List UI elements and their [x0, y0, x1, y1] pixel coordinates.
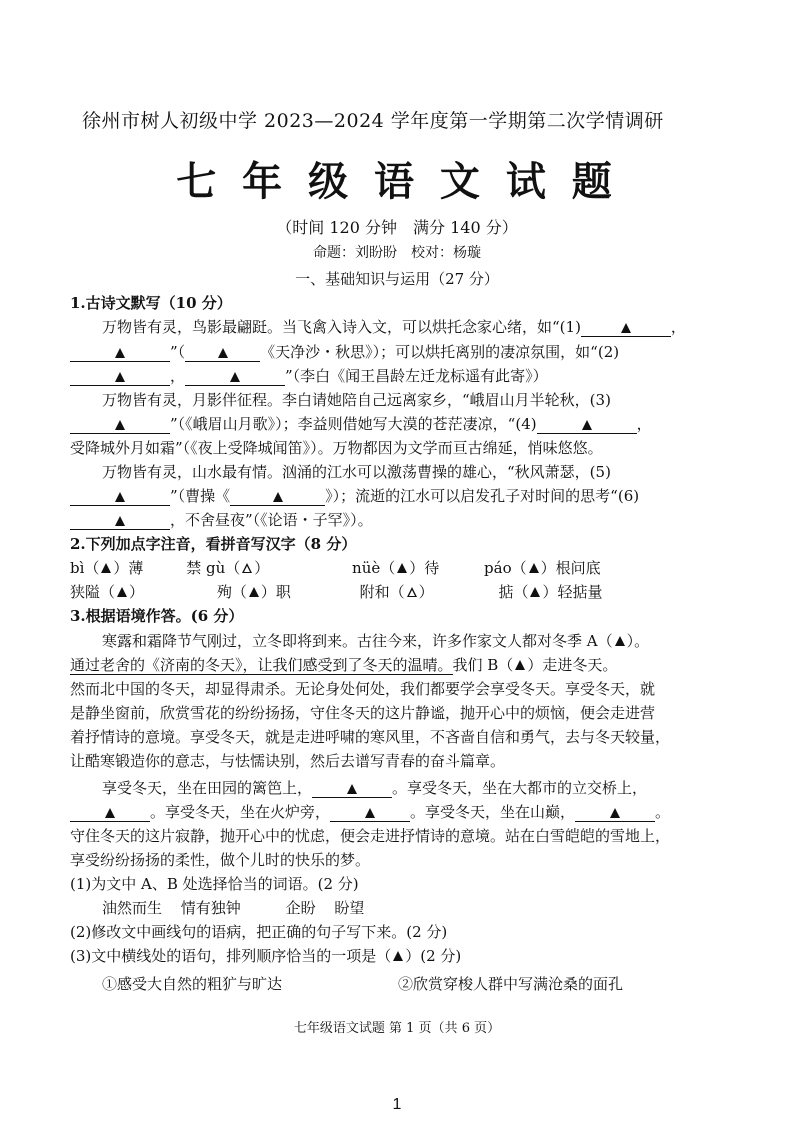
q3-heading: 3.根据语境作答。(6 分）	[70, 607, 244, 625]
answer-mark-icon	[582, 420, 592, 430]
page-number: 1	[392, 1096, 402, 1113]
answer-mark-icon	[621, 323, 631, 333]
time-score: （时间 120 分钟 满分 140 分）	[276, 218, 518, 237]
answer-mark-icon	[218, 348, 228, 358]
q1-line-9: ，不舍昼夜”（《论语・子罕》）。	[70, 509, 373, 530]
q3-p4: 是静坐窗前，欣赏雪花的纷纷扬扬，守住冬天的这片静谧，抛开心中的烦恼，便会走进营	[70, 704, 656, 722]
q1-line-7: 万物皆有灵，山水最有情。汹涌的江水可以激荡曹操的雄心，“秋风萧瑟，(5)	[102, 463, 611, 481]
q1-heading: 1.古诗文默写（10 分）	[70, 294, 232, 312]
answer-mark-icon	[115, 420, 125, 430]
q3-p3: 然而北中国的冬天，却显得肃杀。无论身处何处，我们都要学会享受冬天。享受冬天，就	[70, 680, 656, 698]
q3-p1: 寒露和霜降节气刚过，立冬即将到来。古往今来，许多作家文人都对冬季 A（ ）。	[102, 632, 650, 650]
q3-p2: 通过老舍的《济南的冬天》，让我们感受到了冬天的温晴。我们 B（ ）走进冬天。	[70, 656, 618, 674]
q3-p10: 享受纷纷扬扬的柔性，做个儿时的快乐的梦。	[70, 851, 371, 869]
authors: 命题：刘盼盼 校对：杨璇	[313, 245, 481, 261]
answer-mark-icon	[273, 492, 283, 502]
q3-option-2: ②欣赏穿梭人群中写满沧桑的面孔	[398, 975, 624, 993]
q3-sub-1: (1)为文中 A、B 处选择恰当的词语。(2 分)	[70, 875, 359, 893]
q3-p8: 。享受冬天，坐在火炉旁， 。享受冬天，坐在山巅， 。	[70, 801, 670, 822]
q3-sub-2: (2)修改文中画线句的语病，把正确的句子写下来。(2 分)	[70, 923, 448, 941]
answer-mark-icon	[230, 372, 240, 382]
page-title: 七 年 级 语 文 试 题	[176, 158, 618, 205]
answer-mark-icon	[115, 372, 125, 382]
q1-line-3: ， ”（李白《闻王昌龄左迁龙标遥有此寄》）	[70, 365, 548, 386]
underlined-sentence: 通过老舍的《济南的冬天》，让我们感受到了冬天的温晴。	[70, 656, 453, 674]
answer-mark-icon	[115, 492, 125, 502]
q3-p9: 守住冬天的这片寂静，抛开心中的忧虑，便会走进抒情诗的意境。站在白雪皑皑的雪地上，	[70, 827, 671, 845]
q3-option-1: ①感受大自然的粗犷与旷达	[102, 975, 283, 993]
q1-line-4: 万物皆有灵，月影伴征程。李白请她陪自己远离家乡，“峨眉山月半轮秋，(3)	[102, 391, 611, 409]
q2-row-1: bì（ ）薄 禁 gù（ ） nüè（ ）待 páo（ ）根问底	[70, 559, 601, 577]
answer-mark-icon	[115, 516, 125, 526]
q3-p7: 享受冬天，坐在田园的篱笆上， 。享受冬天，坐在大都市的立交桥上，	[102, 779, 648, 797]
q1-line-8: ”（曹操《 》）；流逝的江水可以启发孔子对时间的思考“(6)	[70, 485, 639, 506]
q1-line-6: 受降城外月如霜”（《夜上受降城闻笛》）。万物都因为文学而亘古绵延，悄味悠悠。	[70, 439, 603, 457]
q3-sub-3: (3)文中横线处的语句，排列顺序恰当的一项是（ ）(2 分)	[70, 947, 462, 965]
answer-mark-icon	[115, 348, 125, 358]
q1-line-5: ”（《峨眉山月歌》）；李益则借她写大漠的苍茫凄凉，“(4) ，	[70, 413, 652, 434]
q2-row-2: 狭隘（ ） 殉（ ）职 附和（ ） 掂（ ）轻掂量	[70, 583, 603, 601]
q3-p5: 着抒情诗的意境。享受冬天，就是走进呼啸的寒风里，不吝啬自信和勇气，去与冬天较量，	[70, 728, 671, 746]
q2-heading: 2.下列加点字注音，看拼音写汉字（8 分）	[70, 535, 357, 553]
page-footer-label: 七年级语文试题 第 1 页（共 6 页）	[293, 1021, 501, 1036]
q3-sub-1-options: 油然而生 情有独钟 企盼 盼望	[102, 899, 365, 917]
section-heading: 一、基础知识与运用（27 分）	[295, 270, 499, 288]
q1-line-2: ”（ 《天净沙・秋思》）；可以烘托离别的凄凉氛围，如“(2)	[70, 341, 619, 362]
school-line: 徐州市树人初级中学 2023—2024 学年度第一学期第二次学情调研	[82, 110, 664, 132]
q3-p6: 让酷寒锻造你的意志，与怯懦诀别，然后去谱写青春的奋斗篇章。	[70, 752, 506, 770]
q1-line-1: 万物皆有灵，鸟影最翩跹。当飞禽入诗入文，可以烘托念家心绪，如“(1) ，	[102, 318, 686, 336]
